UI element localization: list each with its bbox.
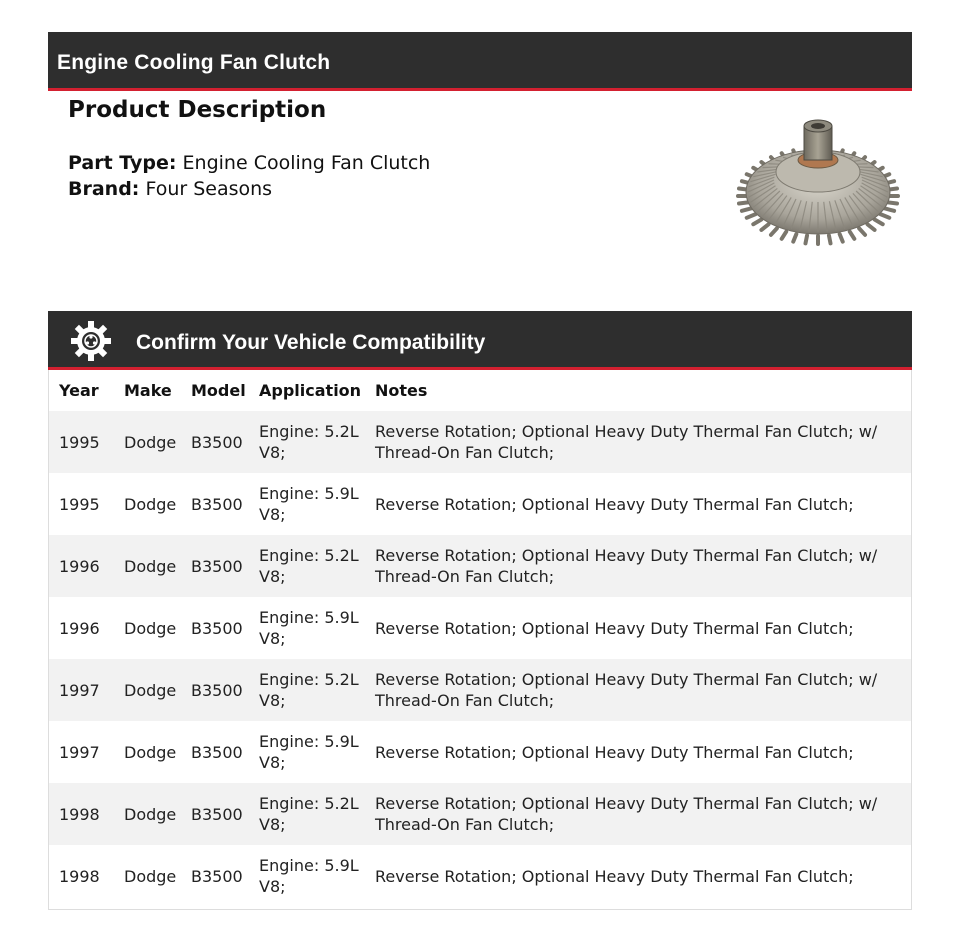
cell-notes: Reverse Rotation; Optional Heavy Duty Thermal Fan Clutch;	[365, 845, 911, 907]
cell-notes: Reverse Rotation; Optional Heavy Duty Thermal Fan Clutch; w/ Thread-On Fan Clutch;	[365, 411, 911, 473]
table-row	[49, 535, 911, 597]
cell-model: B3500	[181, 473, 249, 535]
table-row	[49, 721, 911, 783]
cell-application	[249, 783, 365, 845]
application-type: V8;	[259, 815, 286, 834]
cell-make: Dodge	[114, 597, 181, 659]
cell-notes: Reverse Rotation; Optional Heavy Duty Thermal Fan Clutch; w/ Thread-On Fan Clutch;	[365, 659, 911, 721]
spec-brand	[68, 178, 272, 200]
application-type: V8;	[259, 753, 286, 772]
cell-make: Dodge	[114, 535, 181, 597]
application-type: V8;	[259, 567, 286, 586]
cell-make: Dodge	[114, 845, 181, 907]
application-engine: Engine: 5.9L	[259, 484, 359, 503]
cell-notes: Reverse Rotation; Optional Heavy Duty Thermal Fan Clutch;	[365, 721, 911, 783]
application-type: V8;	[259, 505, 286, 524]
fan-clutch-image	[726, 100, 912, 274]
table-row	[49, 783, 911, 845]
cell-application	[249, 845, 365, 907]
spec-value: Engine Cooling Fan Clutch	[182, 152, 431, 174]
application-engine: Engine: 5.2L	[259, 794, 359, 813]
fin-tooth	[875, 220, 883, 225]
fin-tooth	[867, 224, 874, 230]
cell-notes: Reverse Rotation; Optional Heavy Duty Thermal Fan Clutch;	[365, 597, 911, 659]
application-engine: Engine: 5.9L	[259, 856, 359, 875]
cell-year: 1995	[49, 473, 114, 535]
fin-tooth	[805, 236, 807, 244]
application-engine: Engine: 5.2L	[259, 670, 359, 689]
cell-model: B3500	[181, 597, 249, 659]
spec-label: Part Type:	[68, 152, 177, 174]
table-header-row	[49, 370, 911, 411]
col-year: Year	[59, 381, 99, 400]
spec-label: Brand:	[68, 178, 140, 200]
compatibility-title: Confirm Your Vehicle Compatibility	[136, 331, 486, 354]
fin-tooth	[880, 214, 889, 218]
fin-tooth	[742, 208, 752, 210]
fin-tooth	[753, 220, 761, 225]
cell-model: B3500	[181, 721, 249, 783]
cell-make: Dodge	[114, 721, 181, 783]
cell-model: B3500	[181, 535, 249, 597]
table-row	[49, 473, 911, 535]
application-type: V8;	[259, 691, 286, 710]
cell-model: B3500	[181, 845, 249, 907]
gear-icon	[70, 320, 112, 362]
cell-make: Dodge	[114, 411, 181, 473]
cell-application	[249, 721, 365, 783]
cell-application	[249, 411, 365, 473]
col-application: Application	[259, 381, 362, 400]
cell-application	[249, 535, 365, 597]
cell-year: 1996	[49, 597, 114, 659]
col-notes: Notes	[375, 381, 428, 400]
spec-value: Four Seasons	[145, 178, 273, 200]
cell-year: 1998	[49, 845, 114, 907]
cell-model: B3500	[181, 411, 249, 473]
cell-year: 1998	[49, 783, 114, 845]
application-type: V8;	[259, 443, 286, 462]
col-make: Make	[124, 381, 172, 400]
cell-application	[249, 597, 365, 659]
header-bar	[48, 32, 912, 91]
col-model: Model	[191, 381, 246, 400]
application-type: V8;	[259, 877, 286, 896]
fin-tooth	[771, 228, 777, 234]
cell-make: Dodge	[114, 659, 181, 721]
fin-tooth	[887, 202, 897, 203]
cell-make: Dodge	[114, 783, 181, 845]
fin-tooth	[850, 232, 855, 239]
spec-part-type	[68, 152, 430, 174]
cell-model: B3500	[181, 783, 249, 845]
application-engine: Engine: 5.9L	[259, 732, 359, 751]
application-engine: Engine: 5.2L	[259, 546, 359, 565]
cell-year: 1997	[49, 659, 114, 721]
fin-tooth	[859, 228, 865, 234]
table-row	[49, 659, 911, 721]
cell-notes: Reverse Rotation; Optional Heavy Duty Thermal Fan Clutch; w/ Thread-On Fan Clutch;	[365, 535, 911, 597]
application-type: V8;	[259, 629, 286, 648]
fin-tooth	[885, 208, 895, 210]
page-title: Engine Cooling Fan Clutch	[57, 51, 331, 74]
table-row	[49, 845, 911, 907]
table-row	[49, 411, 911, 473]
cell-notes: Reverse Rotation; Optional Heavy Duty Thermal Fan Clutch; w/ Thread-On Fan Clutch;	[365, 783, 911, 845]
cell-make: Dodge	[114, 473, 181, 535]
compatibility-bar	[48, 311, 912, 370]
cell-model: B3500	[181, 659, 249, 721]
fin-tooth	[829, 236, 831, 244]
fin-tooth	[739, 202, 749, 203]
cell-year: 1997	[49, 721, 114, 783]
fin-tooth	[840, 234, 843, 242]
application-engine: Engine: 5.2L	[259, 422, 359, 441]
table-row	[49, 597, 911, 659]
fin-tooth	[747, 214, 756, 218]
fin-tooth	[793, 234, 796, 242]
compatibility-table	[48, 370, 912, 910]
cell-year: 1996	[49, 535, 114, 597]
cell-year: 1995	[49, 411, 114, 473]
cell-notes: Reverse Rotation; Optional Heavy Duty Thermal Fan Clutch;	[365, 473, 911, 535]
cell-application	[249, 473, 365, 535]
fin-tooth	[782, 232, 787, 239]
description-heading: Product Description	[68, 97, 327, 123]
application-engine: Engine: 5.9L	[259, 608, 359, 627]
fin-tooth	[761, 224, 768, 230]
cell-application	[249, 659, 365, 721]
